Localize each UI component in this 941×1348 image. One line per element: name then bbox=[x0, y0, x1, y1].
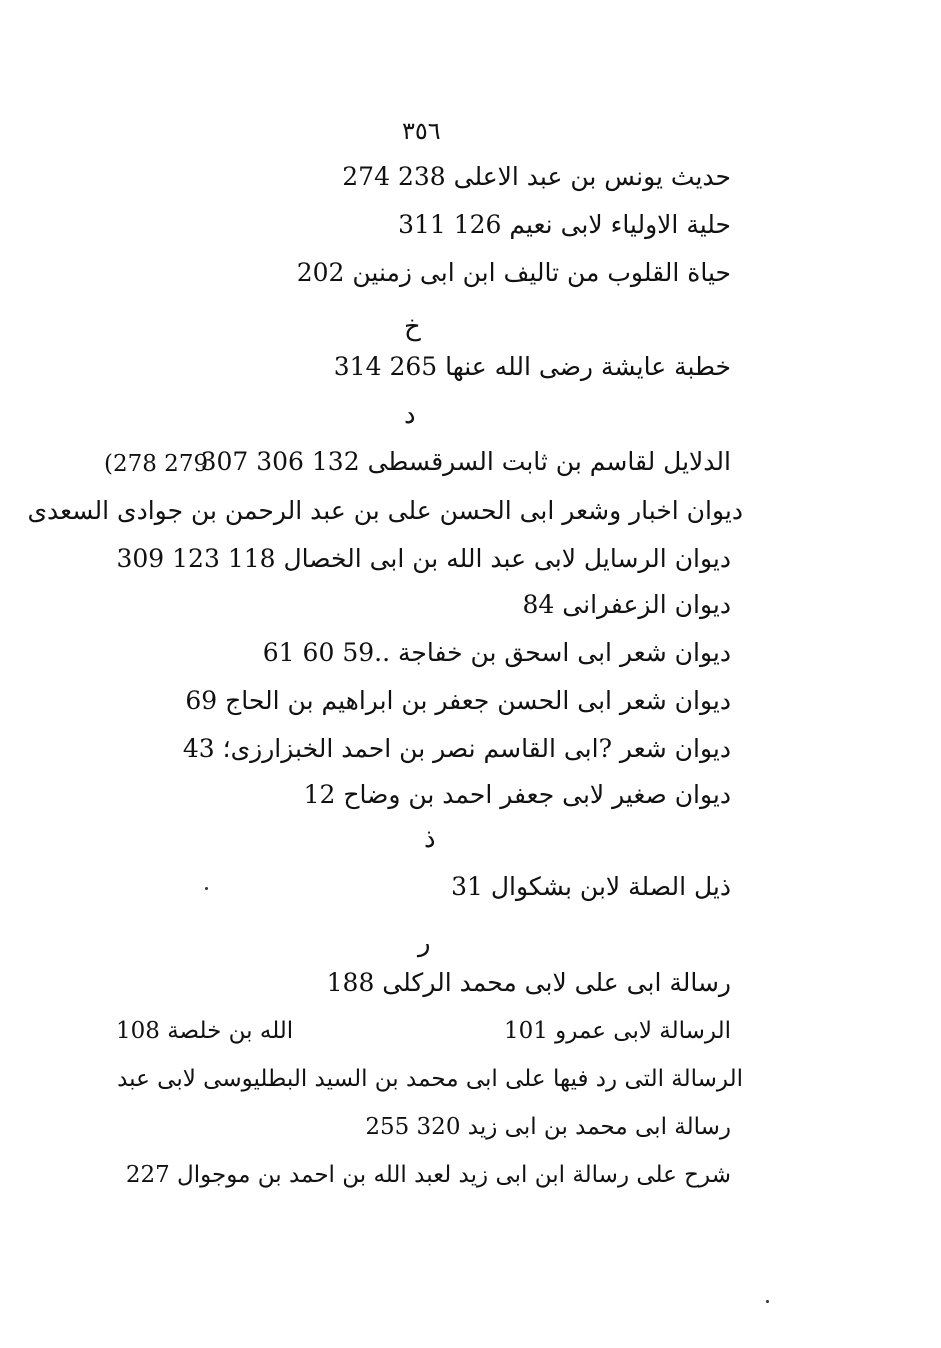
index-entry: حديث يونس بن عبد الاعلى 238 274 bbox=[342, 162, 731, 191]
index-entry: ذيل الصلة لابن بشكوال 31 bbox=[451, 872, 731, 901]
index-entry: ديوان شعر ابى الحسن جعفر بن ابراهيم بن الحاج 69 bbox=[185, 686, 731, 715]
section-letter: ر bbox=[418, 928, 431, 958]
index-entry: ديوان اخبار وشعر ابى الحسن على بن عبد الرحمن بن جوادى السعدى bbox=[27, 496, 743, 525]
index-entry: ديوان شعر ابى اسحق بن خفاجة ..59 60 61 bbox=[262, 638, 731, 667]
section-letter: د bbox=[404, 400, 416, 430]
index-entry: ديوان شعر ?ابى القاسم نصر بن احمد الخبزارزى؛ 43 bbox=[182, 734, 731, 763]
index-entry: رسالة ابى محمد بن ابى زيد 320 255 bbox=[365, 1114, 731, 1140]
index-entry: الرسالة التى رد فيها على ابى محمد بن السيد البطليوسى لابى عبد bbox=[117, 1066, 743, 1092]
index-entry: ديوان صغير لابى جعفر احمد بن وضاح 12 bbox=[303, 780, 731, 809]
index-entry: خطبة عايشة رضى الله عنها 265 314 bbox=[333, 352, 731, 381]
index-entry: ديوان الزعفرانى 84 bbox=[522, 590, 731, 619]
ink-speck bbox=[205, 887, 208, 890]
index-entry: الدلايل لقاسم بن ثابت السرقسطى 132 306 307 bbox=[200, 447, 731, 476]
section-letter: خ bbox=[404, 312, 421, 342]
index-entry-continuation: الله بن خلصة 108 bbox=[116, 1018, 294, 1044]
section-letter: ذ bbox=[424, 824, 436, 854]
index-entry: شرح على رسالة ابن ابى زيد لعبد الله بن احمد بن موجوال 227 bbox=[125, 1162, 731, 1188]
index-entry: الرسالة لابى عمرو 101 bbox=[503, 1018, 731, 1044]
index-entry: رسالة ابى على لابى محمد الركلى 188 bbox=[326, 968, 731, 997]
index-entry: ديوان الرسايل لابى عبد الله بن ابى الخصال 118 123 309 bbox=[116, 544, 731, 573]
index-entry: حياة القلوب من تاليف ابن ابى زمنين 202 bbox=[296, 258, 731, 287]
page-number: ٣٥٦ bbox=[402, 117, 441, 145]
ink-speck bbox=[766, 1300, 769, 1303]
index-entry: حلية الاولياء لابى نعيم 126 311 bbox=[398, 210, 731, 239]
index-entry-continuation: (278 279 bbox=[104, 451, 209, 477]
